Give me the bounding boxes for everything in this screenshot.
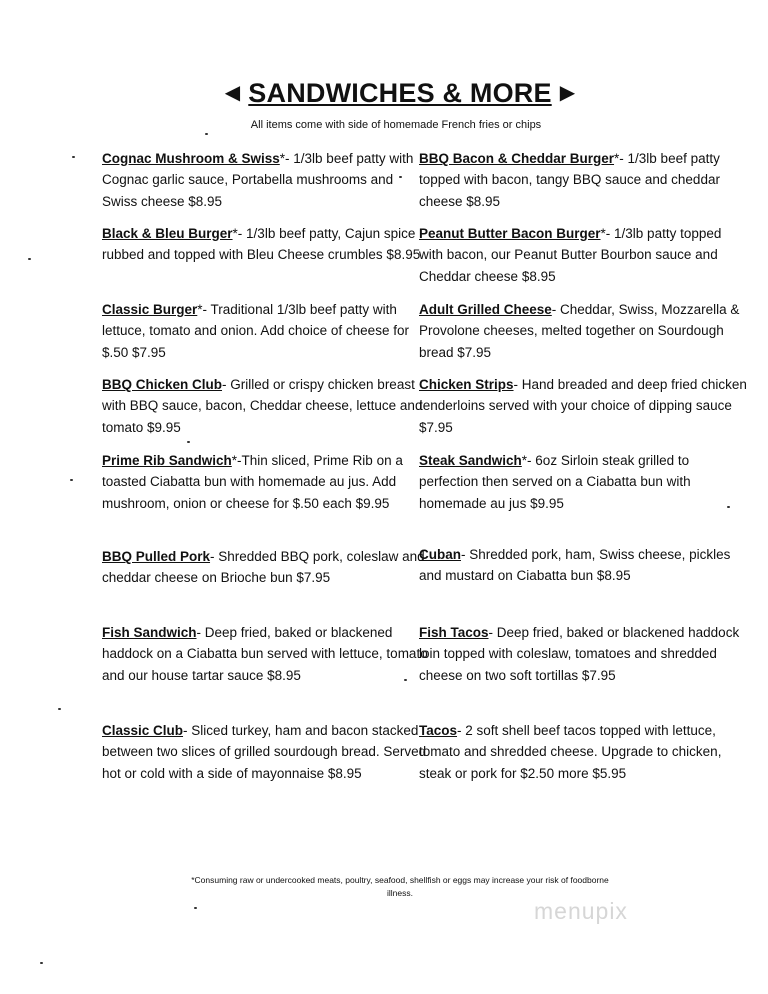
menu-item-name: Fish Tacos xyxy=(419,625,489,640)
menu-item xyxy=(419,450,749,514)
menu-item-description: *- 1/3lb patty topped with bacon, our Peanut Butter Bourbon sauce and Cheddar cheese $8.95 xyxy=(419,226,722,284)
menu-item xyxy=(102,450,432,514)
menu-item-description: *- 1/3lb beef patty, Cajun spice rubbed and topped with Bleu Cheese crumbles $8.95 xyxy=(102,226,421,263)
page-title-text: SANDWICHES & MORE xyxy=(248,78,552,108)
scan-speck xyxy=(58,708,61,710)
menu-item xyxy=(419,299,749,363)
menu-item-name: BBQ Bacon & Cheddar Burger xyxy=(419,151,615,166)
scan-speck xyxy=(70,479,73,481)
menu-item-description: - Shredded pork, ham, Swiss cheese, pickles and mustard on Ciabatta bun $8.95 xyxy=(419,547,731,584)
menu-item-name: Cognac Mushroom & Swiss xyxy=(102,151,280,166)
menu-item-name: Steak Sandwich xyxy=(419,453,522,468)
menu-item-description: - Shredded BBQ pork, coleslaw and cheddar cheese on Brioche bun $7.95 xyxy=(102,549,425,586)
menu-item xyxy=(419,223,749,287)
menu-item-name: Classic Burger xyxy=(102,302,198,317)
menu-item xyxy=(102,374,432,438)
scan-speck xyxy=(187,441,190,443)
menu-item-description: - Deep fried, baked or blackened haddock on a Ciabatta bun served with lettuce, tomato and our house tartar sauce $8.95 xyxy=(102,625,428,683)
menu-item-name: Adult Grilled Cheese xyxy=(419,302,552,317)
menu-item xyxy=(419,720,749,784)
menu-item xyxy=(102,223,432,266)
scan-speck xyxy=(404,679,407,681)
menu-item-description: *- 6oz Sirloin steak grilled to perfection then served on a Ciabatta bun with homemade au jus $9.95 xyxy=(419,453,691,511)
menu-item-name: BBQ Chicken Club xyxy=(102,377,223,392)
menu-item xyxy=(102,622,432,686)
menu-item xyxy=(419,374,749,438)
menu-item xyxy=(419,148,749,212)
scan-speck xyxy=(194,907,197,909)
menu-item xyxy=(419,544,749,587)
menu-item-name: Cuban xyxy=(419,547,461,562)
menu-item-description: - Sliced turkey, ham and bacon stacked between two slices of grilled sourdough bread. Served hot or cold with a side of mayonnaise $8.95 xyxy=(102,723,427,781)
menu-item xyxy=(102,546,432,589)
scan-speck xyxy=(205,133,208,135)
menu-item-name: Prime Rib Sandwich xyxy=(102,453,232,468)
menu-item-description: - Deep fried, baked or blackened haddock loin topped with coleslaw, tomatoes and shredded cheese on two soft tortillas $7.95 xyxy=(419,625,740,683)
menu-item-name: Fish Sandwich xyxy=(102,625,197,640)
menu-item xyxy=(102,148,432,212)
scan-speck xyxy=(399,176,402,178)
menu-item-description: *- 1/3lb beef patty with Cognac garlic sauce, Portabella mushrooms and Swiss cheese $8.95 xyxy=(102,151,414,209)
scan-speck xyxy=(72,156,75,158)
menu-item-name: Black & Bleu Burger xyxy=(102,226,233,241)
menu-item xyxy=(419,622,749,686)
left-arrow-icon: ◀ xyxy=(224,82,241,104)
menu-item xyxy=(102,720,432,784)
menu-item-description: *- Traditional 1/3lb beef patty with lettuce, tomato and onion. Add choice of cheese for $.50 $7.95 xyxy=(102,302,409,360)
scan-speck xyxy=(727,506,730,508)
menu-item-description: - 2 soft shell beef tacos topped with lettuce, tomato and shredded cheese. Upgrade to chicken, steak or pork for $2.50 more $5.95 xyxy=(419,723,722,781)
menu-item-name: BBQ Pulled Pork xyxy=(102,549,211,564)
menu-item-name: Classic Club xyxy=(102,723,184,738)
page-title xyxy=(0,78,768,109)
menu-item-description: - Grilled or crispy chicken breast with BBQ sauce, bacon, Cheddar cheese, lettuce and tomato $9.95 xyxy=(102,377,423,435)
menu-item-description: *-Thin sliced, Prime Rib on a toasted Ciabatta bun with homemade au jus. Add mushroom, onion or cheese for $.50 each $9.95 xyxy=(102,453,403,511)
page-subtitle: All items come with side of homemade French fries or chips xyxy=(250,119,542,131)
menu-item-name: Peanut Butter Bacon Burger xyxy=(419,226,601,241)
menu-item-name: Tacos xyxy=(419,723,458,738)
menu-item xyxy=(102,299,432,363)
scan-speck xyxy=(28,258,31,260)
scan-speck xyxy=(40,962,43,964)
watermark: menupix xyxy=(534,898,628,924)
allergy-footnote: *Consuming raw or undercooked meats, poultry, seafood, shellfish or eggs may increase your risk of foodborne illness. xyxy=(191,875,609,898)
menu-item-description: *- 1/3lb beef patty topped with bacon, tangy BBQ sauce and cheddar cheese $8.95 xyxy=(419,151,720,209)
menu-item-description: - Hand breaded and deep fried chicken tenderloins served with your choice of dipping sauce $7.95 xyxy=(419,377,747,435)
menu-item-description: - Cheddar, Swiss, Mozzarella & Provolone cheeses, melted together on Sourdough bread $7.95 xyxy=(419,302,740,360)
menu-item-name: Chicken Strips xyxy=(419,377,514,392)
right-arrow-icon: ▶ xyxy=(559,82,576,104)
